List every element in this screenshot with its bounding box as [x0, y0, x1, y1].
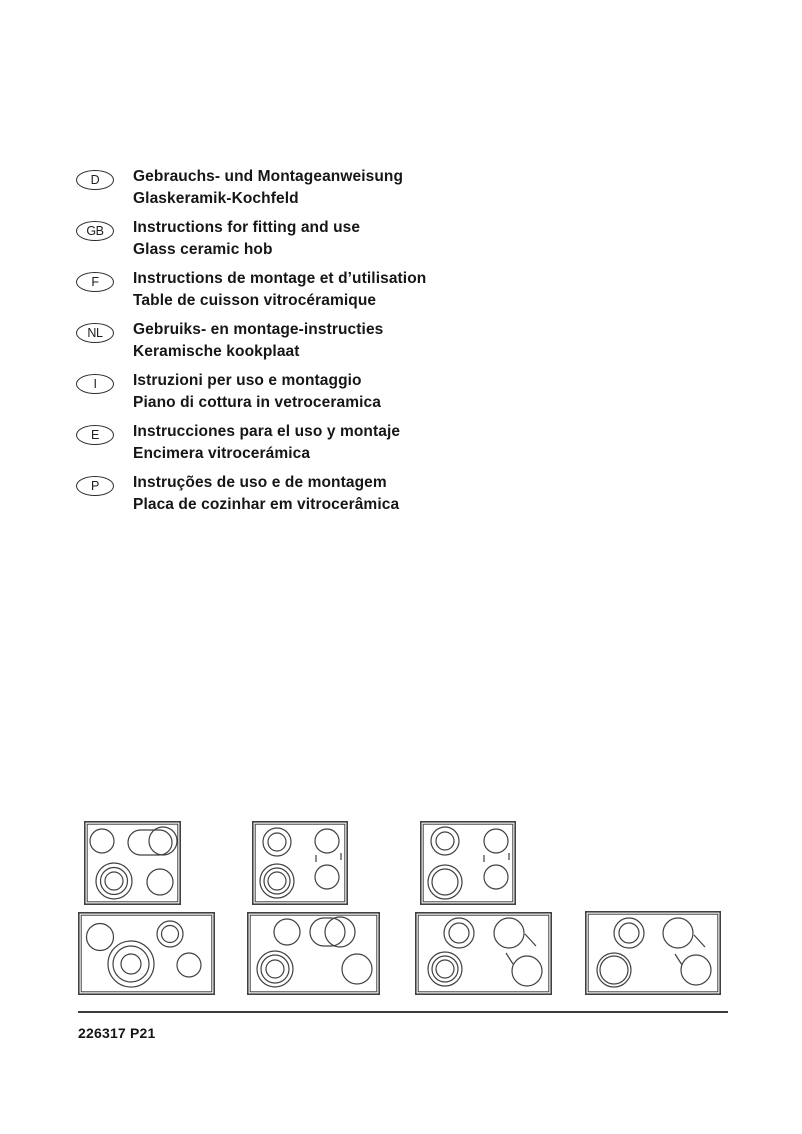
language-code: NL: [87, 325, 103, 340]
hob-diagram-top-2: [252, 821, 348, 905]
manual-subtitle: Encimera vitrocerámica: [133, 444, 311, 462]
manual-title: Instrucciones para el uso y montaje: [133, 423, 401, 440]
hob-diagram-bottom-4: [585, 911, 721, 995]
language-code: P: [91, 478, 99, 493]
manual-title: Istruzioni per uso e montaggio: [133, 372, 362, 389]
manual-subtitle: Glass ceramic hob: [133, 240, 273, 258]
manual-title: Instructions for fitting and use: [133, 219, 361, 236]
manual-title: Gebrauchs- und Montageanweisung: [133, 168, 404, 185]
hob-diagram-bottom-3: [415, 912, 552, 995]
manual-subtitle: Piano di cottura in vetroceramica: [133, 393, 381, 411]
language-code: E: [91, 427, 99, 442]
hob-diagram-bottom-2: [247, 912, 380, 995]
manual-title: Gebruiks- en montage-instructies: [133, 321, 384, 338]
language-code: I: [93, 376, 97, 391]
footer-divider: [78, 1011, 728, 1013]
language-code: D: [90, 172, 100, 187]
hob-diagram-top-1: [84, 821, 181, 905]
hob-diagram-top-3: [420, 821, 516, 905]
manual-title: Instructions de montage et d’utilisation: [133, 270, 427, 287]
manual-subtitle: Glaskeramik-Kochfeld: [133, 189, 299, 207]
manual-subtitle: Table de cuisson vitrocéramique: [133, 291, 377, 309]
language-code: F: [91, 274, 99, 289]
manual-subtitle: Keramische kookplaat: [133, 342, 300, 360]
document-number: 226317 P21: [78, 1025, 156, 1041]
language-code: GB: [86, 223, 104, 238]
hob-diagram-bottom-1: [78, 912, 215, 995]
manual-title: Instruções de uso e de montagem: [133, 474, 387, 491]
manual-subtitle: Placa de cozinhar em vitrocerâmica: [133, 495, 400, 513]
